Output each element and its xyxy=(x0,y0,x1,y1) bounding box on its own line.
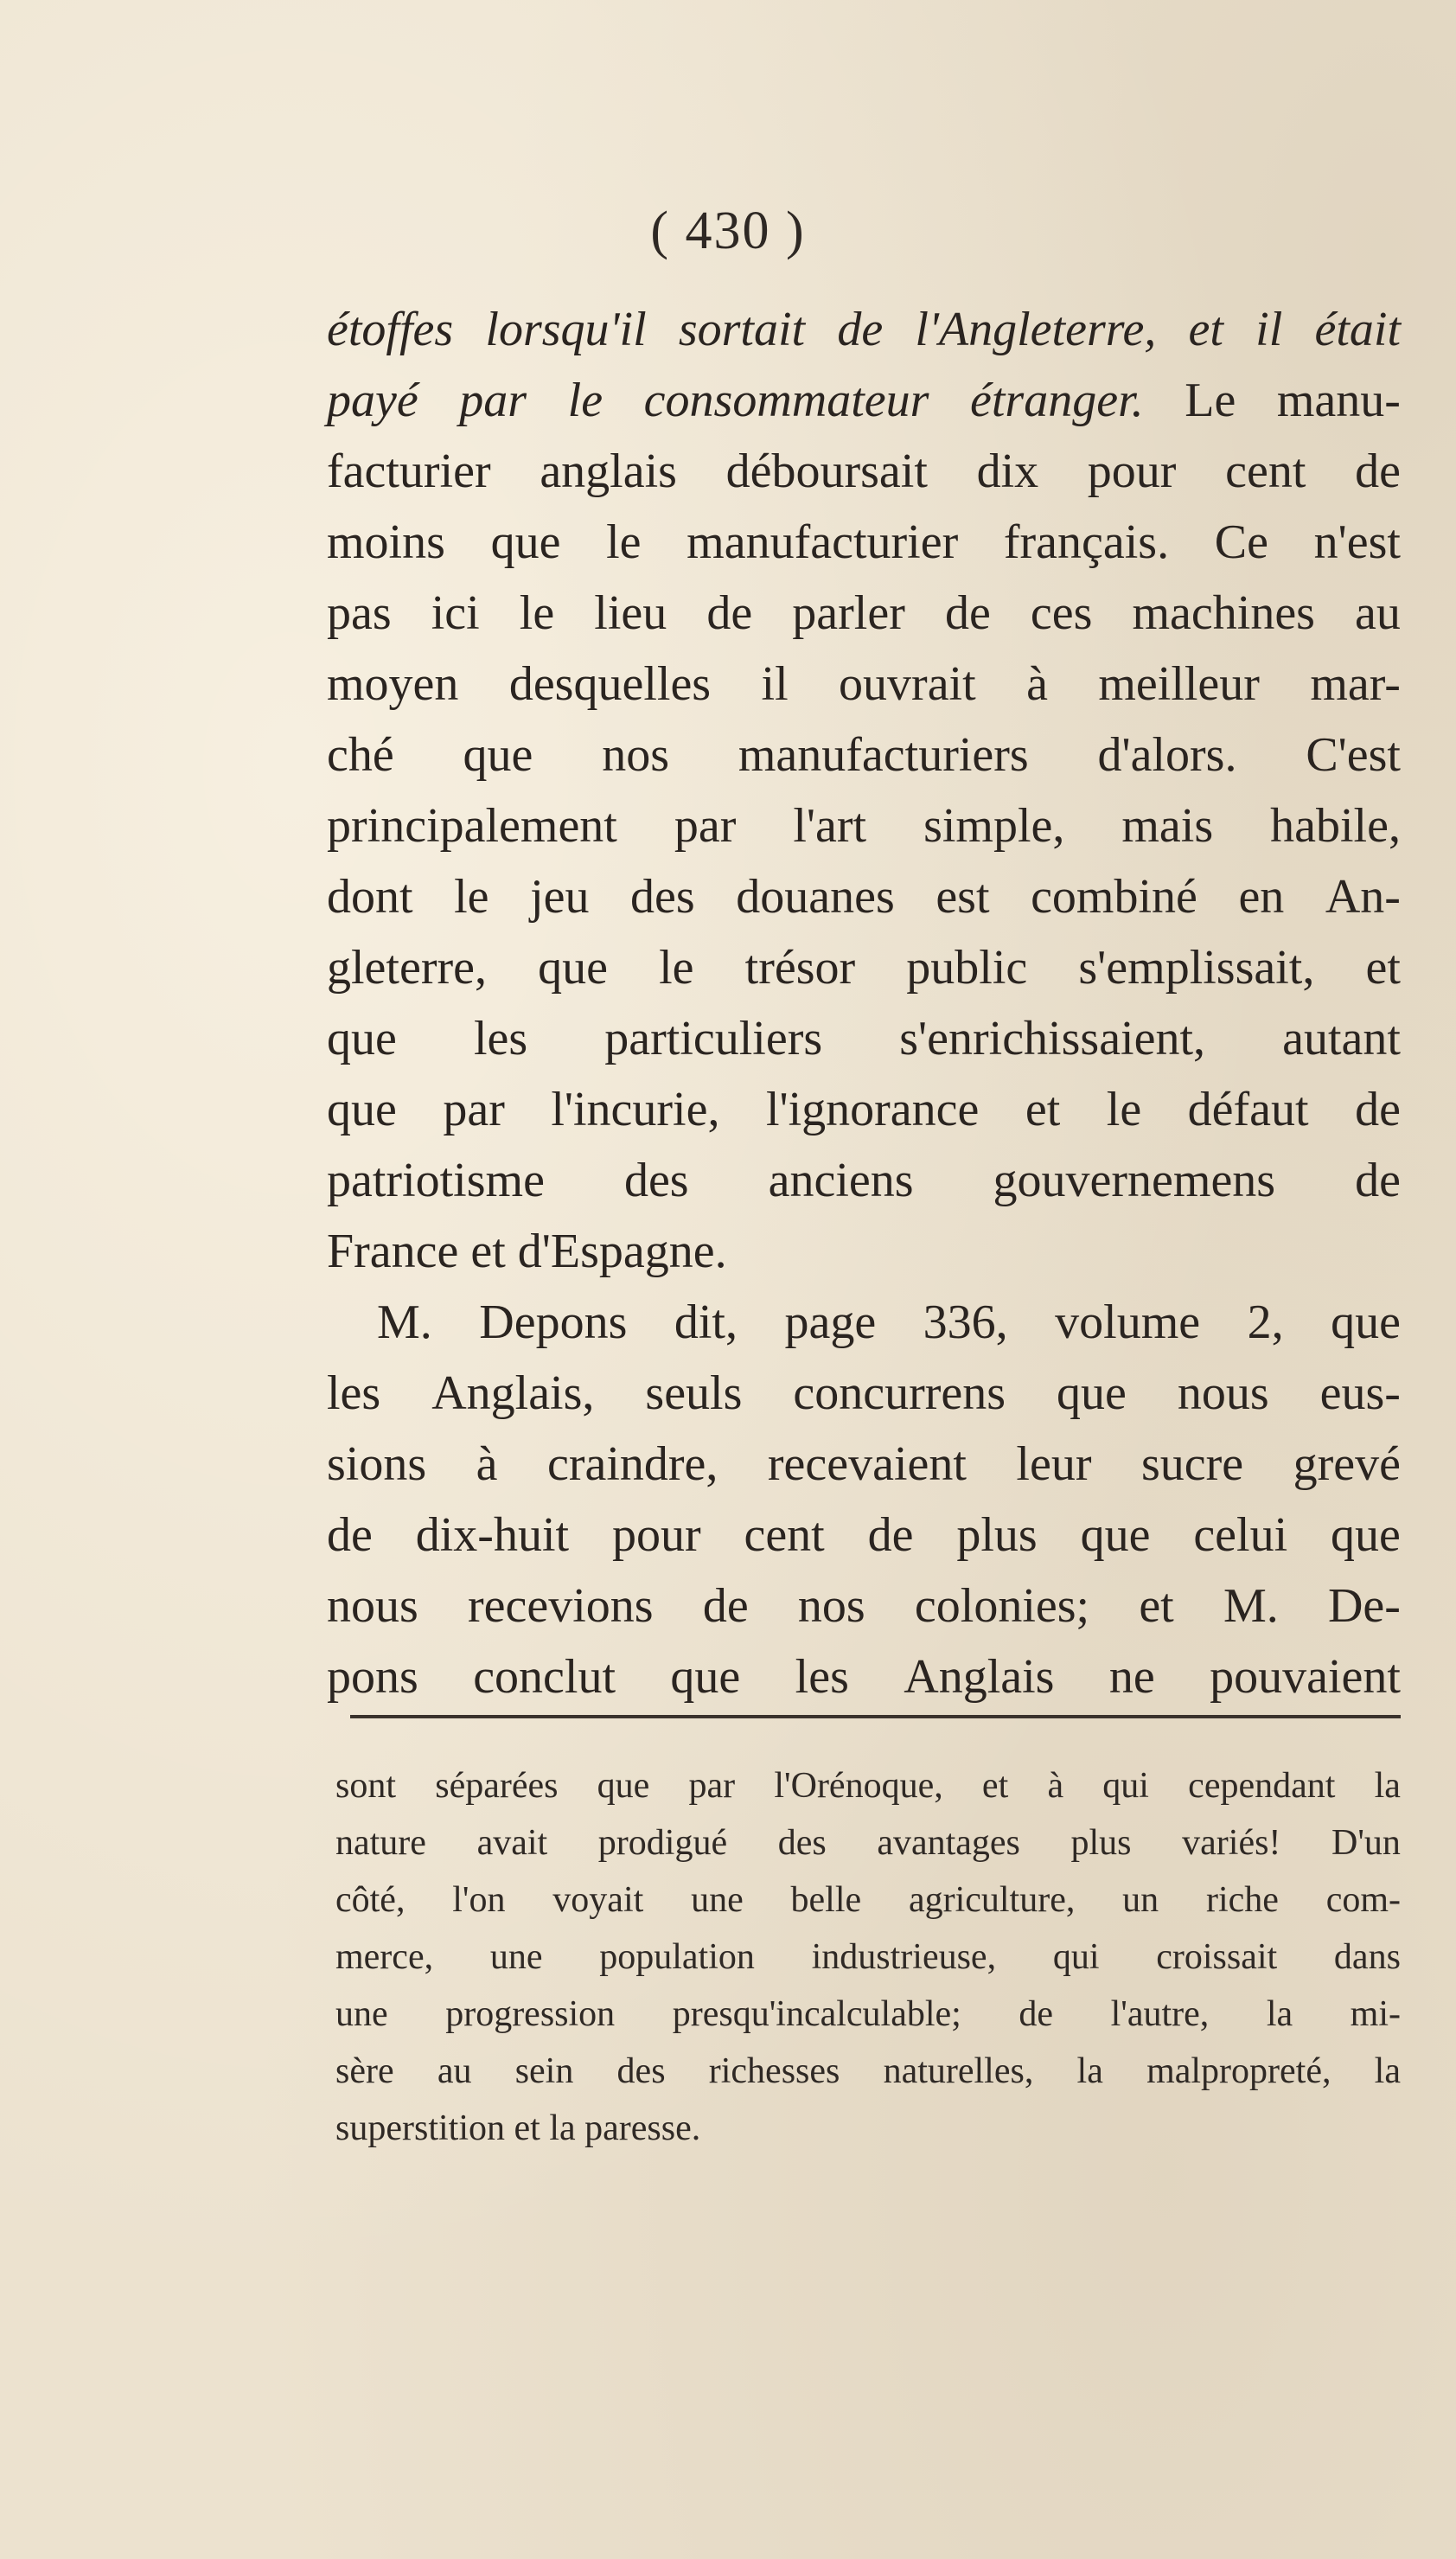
word: une xyxy=(335,1994,388,2034)
word: une xyxy=(691,1880,744,1920)
word: la xyxy=(1374,2051,1401,2091)
word: que xyxy=(327,1083,397,1136)
word: à xyxy=(1047,1766,1064,1806)
text-line xyxy=(327,1074,1401,1145)
word: machines xyxy=(1132,586,1315,640)
word: français. xyxy=(1003,515,1170,569)
word: anglais xyxy=(540,445,677,498)
word: un xyxy=(1122,1880,1159,1920)
word: par xyxy=(688,1766,736,1806)
word: conclut xyxy=(473,1650,616,1704)
word: variés! xyxy=(1182,1823,1281,1863)
word: desquelles xyxy=(508,657,712,711)
word: de xyxy=(706,586,753,640)
word: que xyxy=(597,1766,650,1806)
word: page xyxy=(784,1295,877,1349)
word: belle xyxy=(790,1880,862,1920)
word: population xyxy=(599,1937,755,1977)
word: n'est xyxy=(1313,515,1401,569)
word: mais xyxy=(1121,799,1214,853)
word: et xyxy=(514,2108,550,2148)
word: lieu xyxy=(594,586,667,640)
word: meilleur xyxy=(1098,657,1260,711)
word: les xyxy=(327,1366,381,1420)
word: mar- xyxy=(1310,657,1401,711)
word: dix xyxy=(976,445,1039,498)
word: De- xyxy=(1327,1579,1401,1633)
word: manu- xyxy=(1276,374,1401,427)
word: sont xyxy=(335,1766,397,1806)
text-line xyxy=(327,1287,1401,1358)
word: nous xyxy=(327,1579,418,1633)
word: simple, xyxy=(923,799,1065,853)
word: malpropreté, xyxy=(1146,2051,1331,2091)
word: que xyxy=(463,728,533,782)
word: qui xyxy=(1052,1937,1100,1977)
word: Depons xyxy=(479,1295,628,1349)
footnote-line xyxy=(335,2100,1401,2157)
word: industrieuse, xyxy=(811,1937,997,1977)
word: déboursait xyxy=(725,445,928,498)
word: gouvernemens xyxy=(993,1154,1276,1207)
word: sions xyxy=(327,1437,427,1491)
word: le xyxy=(1106,1083,1142,1136)
word: de xyxy=(702,1579,749,1633)
word: de xyxy=(327,1508,373,1562)
word: recevions xyxy=(468,1579,654,1633)
word: recevaient xyxy=(767,1437,967,1491)
word: l'incurie, xyxy=(551,1083,720,1136)
word: que xyxy=(327,1012,397,1065)
word: ici xyxy=(431,586,480,640)
text-line xyxy=(327,1358,1401,1429)
word: pons xyxy=(327,1650,418,1704)
word: gleterre, xyxy=(327,941,487,995)
word: nous xyxy=(1177,1366,1269,1420)
text-line xyxy=(327,790,1401,861)
word: lorsqu'il xyxy=(485,303,647,356)
word: plus xyxy=(1070,1823,1132,1863)
word: de xyxy=(837,303,884,356)
word: la xyxy=(549,2108,585,2148)
word: il xyxy=(1255,303,1283,356)
word: dans xyxy=(1333,1937,1401,1977)
word: Ce xyxy=(1214,515,1268,569)
word: que xyxy=(1331,1295,1401,1349)
word: que xyxy=(1057,1366,1127,1420)
word: des xyxy=(623,1154,689,1207)
word: ces xyxy=(1030,586,1093,640)
word: riche xyxy=(1205,1880,1279,1920)
word: An- xyxy=(1325,870,1401,924)
footnote xyxy=(335,1757,1401,2157)
word: des xyxy=(777,1823,827,1863)
word: M. xyxy=(377,1295,432,1349)
word: ne xyxy=(1108,1650,1155,1704)
word: défaut xyxy=(1187,1083,1309,1136)
word: progression xyxy=(445,1994,616,2034)
word: qui xyxy=(1102,1766,1149,1806)
word: C'est xyxy=(1306,728,1401,782)
word: nos xyxy=(797,1579,865,1633)
word: au xyxy=(1355,586,1401,640)
word: trésor xyxy=(744,941,856,995)
word: prodigué xyxy=(597,1823,728,1863)
word: étranger. xyxy=(970,374,1144,427)
word: que xyxy=(490,515,561,569)
word: à xyxy=(476,1437,498,1491)
word: l'autre, xyxy=(1110,1994,1210,2034)
word: de xyxy=(1355,445,1401,498)
word: sucre xyxy=(1140,1437,1244,1491)
word: le xyxy=(659,941,694,995)
text-line xyxy=(327,578,1401,649)
word: par xyxy=(443,1083,505,1136)
word: d'Espagne. xyxy=(517,1225,727,1278)
word: moins xyxy=(327,515,445,569)
word: nos xyxy=(602,728,670,782)
footnote-line xyxy=(335,1871,1401,1929)
word: com- xyxy=(1325,1880,1401,1920)
word: étoffes xyxy=(327,303,454,356)
word: agriculture, xyxy=(908,1880,1076,1920)
text-line xyxy=(327,365,1401,436)
word: au xyxy=(437,2051,472,2091)
word: douanes xyxy=(736,870,895,924)
word: richesses xyxy=(708,2051,840,2091)
word: craindre, xyxy=(546,1437,718,1491)
word: 336, xyxy=(923,1295,1008,1349)
word: concurrens xyxy=(793,1366,1006,1420)
footnote-line xyxy=(335,1757,1401,1814)
word: cependant xyxy=(1188,1766,1336,1806)
word: il xyxy=(761,657,789,711)
word: Anglais, xyxy=(431,1366,595,1420)
word: s'enrichissaient, xyxy=(899,1012,1206,1065)
word: voyait xyxy=(552,1880,644,1920)
word: mi- xyxy=(1350,1994,1401,2034)
text-line xyxy=(327,1500,1401,1571)
word: à xyxy=(1026,657,1048,711)
word: des xyxy=(616,2051,666,2091)
word: une xyxy=(489,1937,543,1977)
word: de xyxy=(1355,1154,1401,1207)
word: sère xyxy=(335,2051,394,2091)
word: l'ignorance xyxy=(765,1083,980,1136)
text-line xyxy=(327,1429,1401,1500)
word: pouvaient xyxy=(1210,1650,1401,1704)
word: l'art xyxy=(793,799,867,853)
word: presqu'incalculable; xyxy=(672,1994,961,2034)
word: paresse. xyxy=(584,2108,701,2148)
word: eus- xyxy=(1319,1366,1401,1420)
text-line xyxy=(327,861,1401,932)
footnote-line xyxy=(335,1929,1401,1986)
word: et xyxy=(1365,941,1401,995)
text-line xyxy=(327,1641,1401,1712)
text-line xyxy=(327,649,1401,720)
text-line xyxy=(327,1145,1401,1216)
text-line xyxy=(327,1571,1401,1641)
word: combiné xyxy=(1031,870,1197,924)
word: sein xyxy=(514,2051,574,2091)
word: les xyxy=(795,1650,849,1704)
word: était xyxy=(1314,303,1401,356)
word: Anglais xyxy=(904,1650,1055,1704)
word: est xyxy=(936,870,990,924)
word: le xyxy=(454,870,489,924)
word: de xyxy=(944,586,991,640)
word: nature xyxy=(335,1823,426,1863)
word: l'Orénoque, xyxy=(774,1766,943,1806)
word: plus xyxy=(956,1508,1038,1562)
word: les xyxy=(473,1012,528,1065)
word: dix-huit xyxy=(415,1508,570,1562)
word: moyen xyxy=(327,657,459,711)
word: la xyxy=(1374,1766,1401,1806)
word: d'alors. xyxy=(1097,728,1237,782)
text-line xyxy=(327,294,1401,365)
word: manufacturiers xyxy=(738,728,1029,782)
word: ouvrait xyxy=(839,657,976,711)
text-line xyxy=(327,1003,1401,1074)
word: et xyxy=(1139,1579,1174,1633)
word: ché xyxy=(327,728,394,782)
word: colonies; xyxy=(914,1579,1090,1633)
footnote-line xyxy=(335,2043,1401,2100)
word: leur xyxy=(1016,1437,1092,1491)
text-line xyxy=(327,507,1401,578)
word: et xyxy=(1188,303,1223,356)
word: celui xyxy=(1193,1508,1288,1562)
word: que xyxy=(670,1650,741,1704)
word: par xyxy=(674,799,737,853)
word: France xyxy=(327,1225,471,1278)
text-line xyxy=(327,436,1401,507)
word: en xyxy=(1238,870,1285,924)
word: et xyxy=(470,1225,518,1278)
word: volume xyxy=(1055,1295,1201,1349)
word: naturelles, xyxy=(883,2051,1034,2091)
text-line xyxy=(327,932,1401,1003)
word: manufacturier xyxy=(686,515,959,569)
word: le xyxy=(567,374,603,427)
word: dont xyxy=(327,870,413,924)
word: la xyxy=(1076,2051,1103,2091)
word: la xyxy=(1266,1994,1293,2034)
word: D'un xyxy=(1331,1823,1401,1863)
word: l'Angleterre, xyxy=(915,303,1157,356)
word: sortait xyxy=(678,303,806,356)
word: que xyxy=(538,941,608,995)
word: séparées xyxy=(435,1766,559,1806)
main-text xyxy=(327,294,1401,1712)
page-number: ( 430 ) xyxy=(650,202,806,260)
footnote-line xyxy=(335,1814,1401,1871)
word: pour xyxy=(611,1508,701,1562)
word: avantages xyxy=(877,1823,1020,1863)
word: payé xyxy=(327,374,418,427)
word: habile, xyxy=(1270,799,1401,853)
word: de xyxy=(867,1508,914,1562)
word: Le xyxy=(1185,374,1236,427)
word: public xyxy=(906,941,1028,995)
word: superstition xyxy=(335,2108,514,2148)
word: et xyxy=(981,1766,1009,1806)
footnote-divider xyxy=(350,1715,1401,1718)
word: s'emplissait, xyxy=(1078,941,1315,995)
word: grevé xyxy=(1293,1437,1401,1491)
word: que xyxy=(1331,1508,1401,1562)
word: le xyxy=(519,586,555,640)
word: parler xyxy=(792,586,905,640)
word: pour xyxy=(1087,445,1177,498)
word: croissait xyxy=(1156,1937,1278,1977)
word: de xyxy=(1355,1083,1401,1136)
word: M. xyxy=(1223,1579,1279,1633)
word: anciens xyxy=(768,1154,914,1207)
word: seuls xyxy=(645,1366,743,1420)
word: de xyxy=(1019,1994,1054,2034)
word: facturier xyxy=(327,445,491,498)
word: des xyxy=(630,870,695,924)
word: cent xyxy=(1225,445,1306,498)
text-line xyxy=(327,1216,1401,1287)
word: jeu xyxy=(530,870,590,924)
word: le xyxy=(606,515,642,569)
word: autant xyxy=(1282,1012,1401,1065)
word: l'on xyxy=(452,1880,506,1920)
footnote-line xyxy=(335,1986,1401,2043)
word: que xyxy=(1080,1508,1151,1562)
word: principalement xyxy=(327,799,617,853)
word: côté, xyxy=(335,1880,406,1920)
word: et xyxy=(1025,1083,1061,1136)
word: par xyxy=(459,374,527,427)
word: pas xyxy=(327,586,392,640)
text-line xyxy=(327,720,1401,790)
word: cent xyxy=(744,1508,825,1562)
word: avait xyxy=(476,1823,548,1863)
word: dit, xyxy=(674,1295,738,1349)
word: patriotisme xyxy=(327,1154,545,1207)
word: particuliers xyxy=(604,1012,823,1065)
word: 2, xyxy=(1247,1295,1284,1349)
word: merce, xyxy=(335,1937,434,1977)
word: consommateur xyxy=(643,374,929,427)
